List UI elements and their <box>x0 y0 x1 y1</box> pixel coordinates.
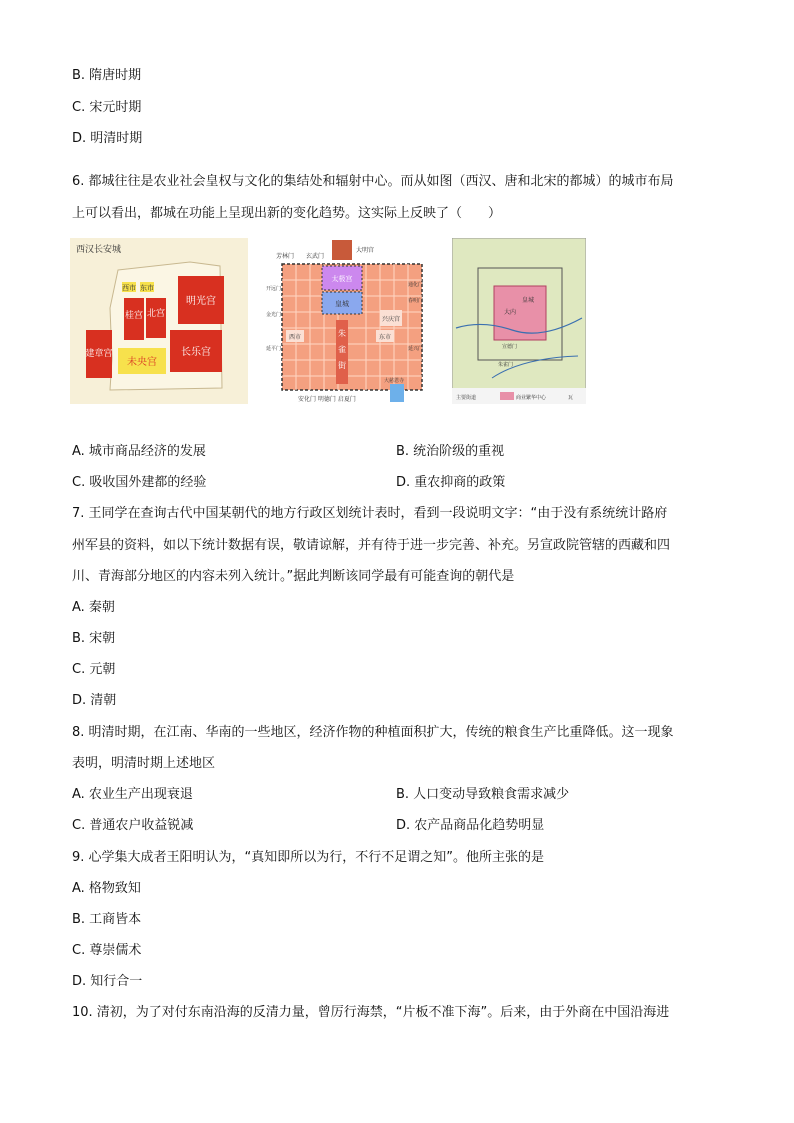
map3-zhuque: 朱雀门 <box>498 362 514 368</box>
q9-option-d: D. 知行合一 <box>72 974 143 989</box>
map2-gate-r3: 延兴门 <box>408 346 424 352</box>
palace-jianzhang: 建章宫 <box>85 349 113 359</box>
map-tang-changan <box>266 238 426 404</box>
q7-option-c: C. 元朝 <box>72 662 116 677</box>
q6-stem-line1: 6. 都城往往是农业社会皇权与文化的集结处和辐射中心。而从如图（西汉、唐和北宋的都城）的城市布局 <box>72 174 674 189</box>
q7-option-d: D. 清朝 <box>72 693 117 708</box>
map2-xishi: 西市 <box>288 334 302 341</box>
map2-street-2: 雀 <box>338 345 346 354</box>
q6-option-a: A. 城市商品经济的发展 <box>72 444 206 459</box>
map2-fanglin: 芳林门 <box>276 253 295 260</box>
map2-dongshi: 东市 <box>378 334 392 341</box>
q7-option-b: B. 宋朝 <box>72 631 116 646</box>
map2-taiji: 太极宫 <box>331 275 353 283</box>
map3-legend-1: 主要街道 <box>456 395 477 401</box>
map2-gate-l1: 开远门 <box>266 286 282 292</box>
palace-beigong: 北宫 <box>146 309 166 319</box>
q9-option-b: B. 工商皆本 <box>72 912 142 927</box>
map1-title: 西汉长安城 <box>76 245 122 255</box>
q10-stem-line1: 10. 清初，为了对付东南沿海的反清力量，曾厉行海禁，“片板不准下海”。后来，由于外商在中国沿海进 <box>72 1005 670 1020</box>
q7-stem-line2: 州军县的资料，如以下统计数据有误，敬请谅解，并有待于进一步完善、补充。另宣政院管辖的西藏和四 <box>72 538 671 553</box>
map2-daming: 大明宫 <box>356 247 375 254</box>
map2-gate-l2: 金光门 <box>266 312 282 318</box>
map3-legend-2: 商业繁华中心 <box>516 395 547 401</box>
map2-cien: 大慈恩寺 <box>384 378 405 384</box>
q7-option-a: A. 秦朝 <box>72 600 115 615</box>
q8-option-b: B. 人口变动导致粮食需求减少 <box>396 787 570 802</box>
option-b-prev: B. 隋唐时期 <box>72 68 142 83</box>
map2-gate-l3: 延平门 <box>266 346 282 352</box>
q6-option-c: C. 吸收国外建都的经验 <box>72 475 207 490</box>
map1-xishi: 西市 <box>122 284 136 292</box>
q9-option-a: A. 格物致知 <box>72 881 141 896</box>
q6-option-d: D. 重农抑商的政策 <box>396 475 506 490</box>
map3-huangcheng: 皇城 <box>521 297 535 304</box>
map2-xuanwu: 玄武门 <box>306 253 325 260</box>
q8-option-c: C. 普通农户收益锐减 <box>72 818 194 833</box>
map3-legend-3: 瓦 <box>568 395 574 401</box>
q6-stem-line2: 上可以看出，都城在功能上呈现出新的变化趋势。这实际上反映了（ ） <box>72 206 502 221</box>
option-c-prev: C. 宋元时期 <box>72 100 142 115</box>
map2-gates-bottom: 安化门 明德门 启夏门 <box>298 396 356 403</box>
map3-xuande: 宣德门 <box>502 344 518 350</box>
map1-dongshi: 东市 <box>140 284 154 292</box>
q6-figure <box>70 238 586 404</box>
map-northern-song-kaifeng <box>452 238 586 404</box>
map-western-han-changan <box>70 238 248 404</box>
map2-huangcheng: 皇城 <box>335 300 349 308</box>
map2-gate-r2: 春明门 <box>408 298 424 304</box>
q6-option-b: B. 统治阶级的重视 <box>396 444 505 459</box>
palace-weiyang: 未央宫 <box>127 357 157 368</box>
option-d-prev: D. 明清时期 <box>72 131 143 146</box>
palace-guigong: 桂宫 <box>124 311 144 321</box>
q9-option-c: C. 尊崇儒术 <box>72 943 142 958</box>
q7-stem-line1: 7. 王同学在查询古代中国某朝代的地方行政区划统计表时，看到一段说明文字：“由于没有系统统计路府 <box>72 506 668 521</box>
q7-stem-line3: 川、青海部分地区的内容未列入统计。”据此判断该同学最有可能查询的朝代是 <box>72 569 515 584</box>
map2-street-1: 朱 <box>338 329 346 338</box>
q8-option-d: D. 农产品商品化趋势明显 <box>396 818 545 833</box>
map2-street-3: 街 <box>338 361 346 370</box>
q8-stem-line2: 表明，明清时期上述地区 <box>72 756 216 771</box>
palace-mingguang: 明光宫 <box>186 296 216 307</box>
palace-changle: 长乐宫 <box>181 347 211 358</box>
map2-xingqing: 兴庆宫 <box>381 316 401 323</box>
q9-stem-line1: 9. 心学集大成者王阳明认为，“真知即所以为行，不行不足谓之知”。他所主张的是 <box>72 850 545 865</box>
map2-gate-r1: 通化门 <box>408 282 424 288</box>
q8-option-a: A. 农业生产出现衰退 <box>72 787 193 802</box>
q8-stem-line1: 8. 明清时期，在江南、华南的一些地区，经济作物的种植面积扩大，传统的粮食生产比重降低。这一现象 <box>72 725 674 740</box>
map3-danei: 大内 <box>504 309 517 316</box>
